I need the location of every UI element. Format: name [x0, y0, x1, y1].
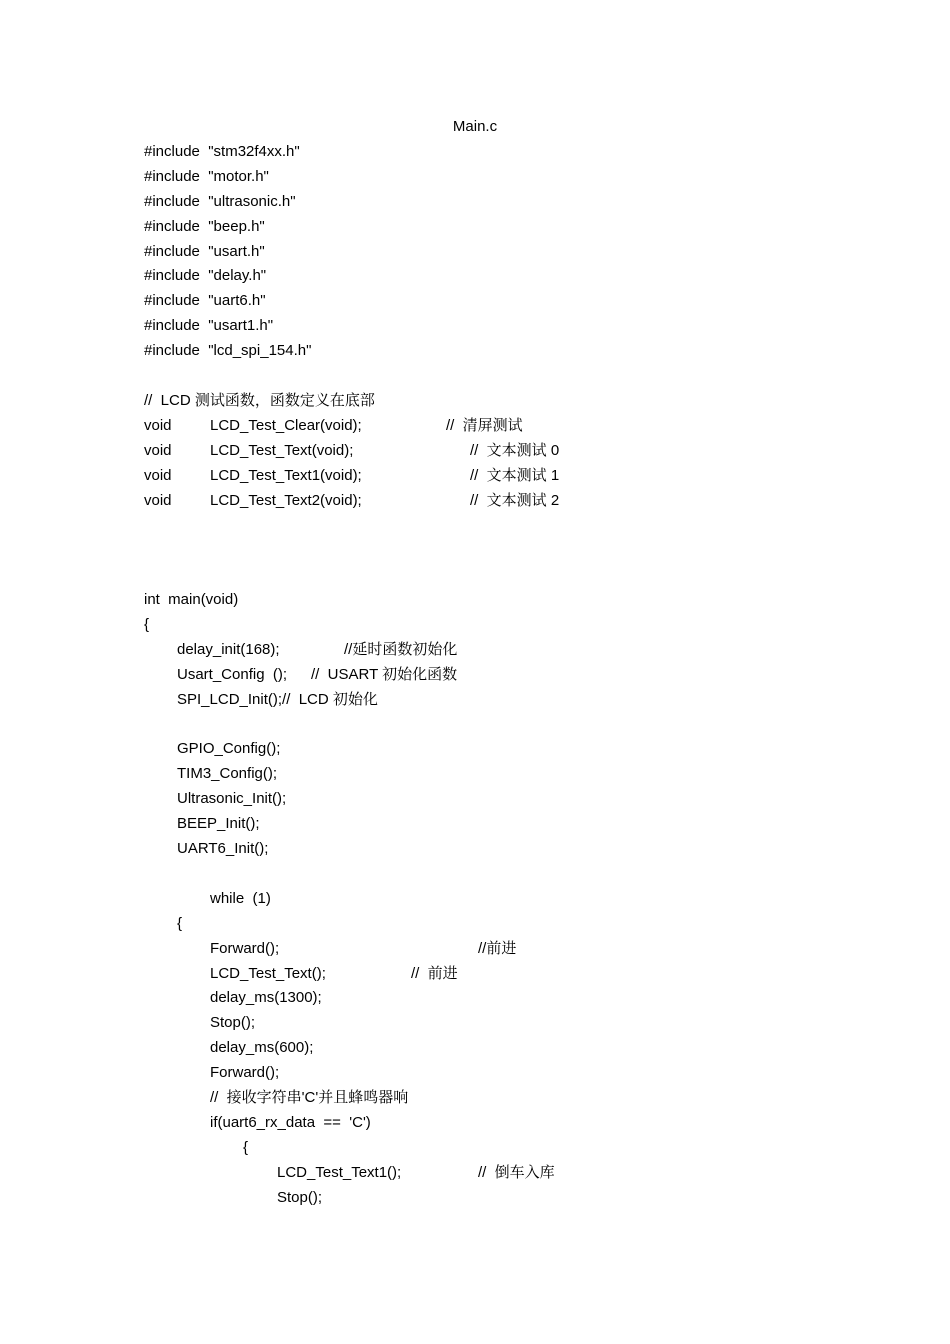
include-line: #include "uart6.h" [144, 292, 266, 309]
code-line: Forward(); [210, 1064, 280, 1081]
code-text: Usart_Config (); [177, 666, 288, 683]
prototype-comment: // 文本测试 2 [470, 492, 560, 509]
prototype-line [144, 416, 644, 436]
prototype-type: void [144, 442, 172, 459]
while-line: while (1) [210, 890, 271, 907]
code-line: TIM3_Config(); [177, 765, 278, 782]
main-signature: int main(void) [144, 591, 239, 608]
include-line: #include "usart.h" [144, 243, 265, 260]
prototype-decl: LCD_Test_Text2(void); [210, 492, 362, 509]
document-title: Main.c [452, 118, 498, 135]
code-line-delay-init [177, 640, 577, 660]
prototype-line [144, 441, 644, 461]
code-line: delay_ms(600); [210, 1039, 314, 1056]
code-comment-line: // 接收字符串'C'并且蜂鸣器响 [210, 1089, 409, 1106]
code-line: GPIO_Config(); [177, 740, 281, 757]
include-line: #include "stm32f4xx.h" [144, 143, 300, 160]
main-open-brace: { [144, 616, 150, 633]
include-line: #include "ultrasonic.h" [144, 193, 296, 210]
code-comment: //延时函数初始化 [344, 641, 458, 658]
code-line-forward [210, 939, 610, 959]
prototype-type: void [144, 417, 172, 434]
if-line: if(uart6_rx_data == 'C') [210, 1114, 371, 1131]
include-line: #include "delay.h" [144, 267, 267, 284]
code-line: delay_ms(1300); [210, 989, 322, 1006]
if-open-brace: { [243, 1139, 249, 1156]
prototype-comment: // 文本测试 1 [470, 467, 560, 484]
prototype-type: void [144, 492, 172, 509]
prototype-line [144, 491, 644, 511]
prototype-type: void [144, 467, 172, 484]
code-comment: // 前进 [411, 965, 458, 982]
code-line-lcd-test-text1 [277, 1163, 637, 1183]
code-line: Stop(); [277, 1189, 323, 1206]
code-line-usart-config [177, 665, 577, 685]
code-text: delay_init(168); [177, 641, 280, 658]
prototype-decl: LCD_Test_Text1(void); [210, 467, 362, 484]
code-line: UART6_Init(); [177, 840, 269, 857]
prototype-decl: LCD_Test_Clear(void); [210, 417, 362, 434]
code-text: LCD_Test_Text1(); [277, 1164, 402, 1181]
prototype-comment: // 文本测试 0 [470, 442, 560, 459]
code-comment: // 倒车入库 [478, 1164, 555, 1181]
include-line: #include "motor.h" [144, 168, 269, 185]
code-line-lcd-test-text [210, 964, 610, 984]
code-line: BEEP_Init(); [177, 815, 260, 832]
code-text: Forward(); [210, 940, 280, 957]
code-line: Stop(); [210, 1014, 256, 1031]
prototype-decl: LCD_Test_Text(void); [210, 442, 354, 459]
code-line-spi-lcd-init: SPI_LCD_Init();// LCD 初始化 [177, 691, 378, 708]
include-line: #include "beep.h" [144, 218, 265, 235]
lcd-test-comment: // LCD 测试函数，函数定义在底部 [144, 392, 375, 409]
code-line: Ultrasonic_Init(); [177, 790, 287, 807]
code-comment: //前进 [478, 940, 517, 957]
code-comment: // USART 初始化函数 [311, 666, 458, 683]
include-line: #include "usart1.h" [144, 317, 274, 334]
while-open-brace: { [177, 915, 183, 932]
include-line: #include "lcd_spi_154.h" [144, 342, 312, 359]
prototype-comment: // 清屏测试 [446, 417, 523, 434]
code-text: LCD_Test_Text(); [210, 965, 326, 982]
prototype-line [144, 466, 644, 486]
